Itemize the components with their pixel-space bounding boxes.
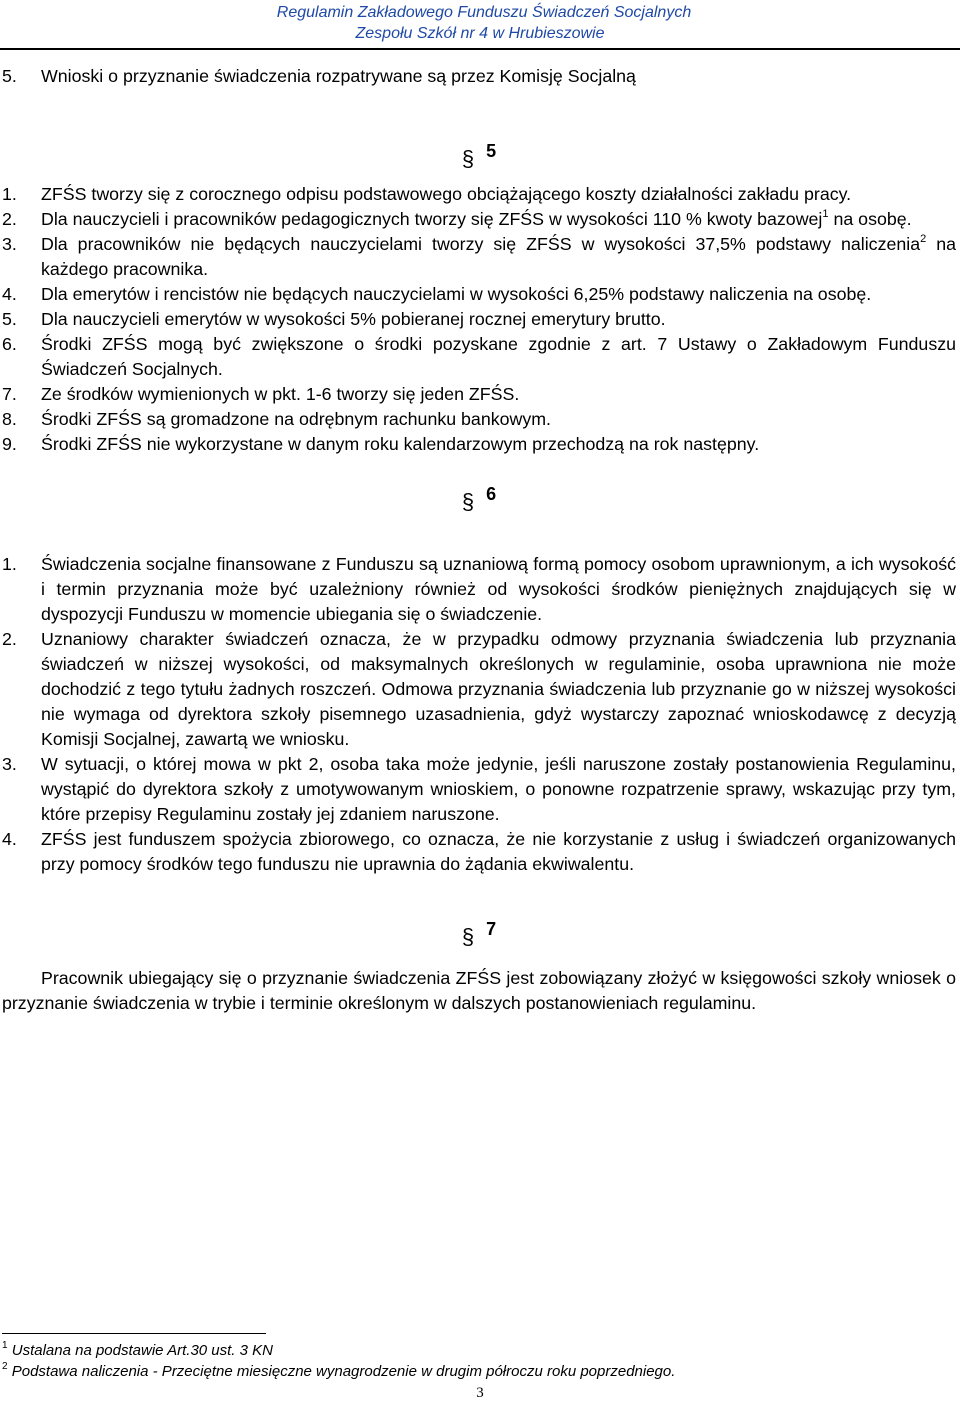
section-sign-icon: § — [461, 924, 475, 949]
list-item: 2. Dla nauczycieli i pracowników pedagogicznych tworzy się ZFŚS w wysokości 110 % kwoty bazowej$^1$ na osobę. — [2, 208, 912, 229]
list-item: 4. ZFŚS jest funduszem spożycia zbiorowego, co oznacza, że nie korzystanie z usług i świadczeń organizowanych przy pomocy środków tego funduszu nie uprawnia do żądania ekwiwalentu. — [2, 829, 956, 874]
footnote-2: $^2$ Podstawa naliczenia - Przeciętne miesięczne wynagrodzenie w drugim półroczu roku poprzedniego. — [2, 1361, 676, 1380]
list-item: 2. Uznaniowy charakter świadczeń oznacza, że w przypadku odmowy przyznania świadczenia lub przyznania świadczeń w niższej wysokości, od maksymalnych określonych w regulaminie, osoba uprawniona nie może dochodzić z tego tytułu żadnych roszczeń. Odmowa przyznania świadczenia lub przyznanie go w niższej wysokości nie wymaga od dyrektora szkoły pisemnego uzasadnienia, gdyż wystarczy zapoznać wnioskodawcę z decyzją Komisji Socjalnej, zawartą we wniosku. — [2, 629, 956, 749]
list-item: 3. Dla pracowników nie będących nauczycielami tworzy się ZFŚS w wysokości 37,5% podstawy naliczenia$^2$ na każdego pracownika. — [2, 233, 956, 279]
list-item: 8. Środki ZFŚS są gromadzone na odrębnym rachunku bankowym. — [2, 409, 551, 429]
list-item: 6. Środki ZFŚS mogą być zwiększone o środki pozyskane zgodnie z art. 7 Ustawy o Zakładowym Funduszu Świadczeń Socjalnych. — [2, 334, 956, 379]
list-item: 9. Środki ZFŚS nie wykorzystane w danym roku kalendarzowym przechodzą na rok następny. — [2, 434, 760, 454]
page-number: 3 — [476, 1385, 484, 1401]
footnote-divider — [2, 1333, 266, 1334]
footnotes — [2, 1340, 675, 1382]
section-heading-7: § 7 — [461, 919, 497, 949]
header-title-line2: Zespołu Szkół nr 4 w Hrubieszowie — [355, 25, 605, 42]
list-item: 1. ZFŚS tworzy się z corocznego odpisu podstawowego obciążającego koszty działalności zakładu pracy. — [2, 184, 852, 204]
section-heading-6: § 6 — [461, 484, 497, 514]
section-sign-icon: § — [461, 489, 475, 514]
list-item: 1. Świadczenia socjalne finansowane z Funduszu są uznaniową formą pomocy osobom uprawnionym, a ich wysokość i termin przyznania może być uzależniony również od wysokości środków pieniężnych znajdujących się w dyspozycji Funduszu w momencie ubiegania się o świadczenie. — [2, 554, 956, 624]
section-7-paragraph: Pracownik ubiegający się o przyznanie świadczenia ZFŚS jest zobowiązany złożyć w księgowości szkoły wniosek o przyznanie świadczenia w trybie i terminie określonym w dalszych postanowieniach regulaminu. — [2, 968, 956, 1013]
list-item: 7. Ze środków wymienionych w pkt. 1-6 tworzy się jeden ZFŚS. — [2, 384, 520, 404]
footnote-1: $^1$ Ustalana na podstawie Art.30 ust. 3 KN — [2, 1340, 273, 1359]
list-item: 5. Dla nauczycieli emerytów w wysokości 5% pobieranej rocznej emerytury brutto. — [2, 309, 666, 329]
section-sign-icon: § — [461, 146, 475, 171]
footnote-ref: 2 — [920, 233, 927, 246]
footnote-ref: 1 — [822, 208, 829, 221]
header-title-line1: Regulamin Zakładowego Funduszu Świadczeń Socjalnych — [276, 4, 692, 21]
document-header — [0, 2, 960, 44]
section-heading-5: § 5 — [461, 141, 497, 171]
list-item: 5. Wnioski o przyznanie świadczenia rozpatrywane są przez Komisję Socjalną — [2, 66, 636, 86]
list-item: 4. Dla emerytów i rencistów nie będących nauczycielami w wysokości 6,25% podstawy naliczenia na osobę. — [2, 284, 872, 304]
document-body — [2, 64, 956, 1016]
list-item: 3. W sytuacji, o której mowa w pkt 2, osoba taka może jedynie, jeśli naruszone zostały postanowienia Regulaminu, wystąpić do dyrektora szkoły z umotywowanym wnioskiem, o ponowne rozpatrzenie sprawy, wskazując przy tym, które przepisy Regulaminu zostały jej zdaniem naruszone. — [2, 754, 956, 824]
header-rule — [0, 48, 960, 50]
